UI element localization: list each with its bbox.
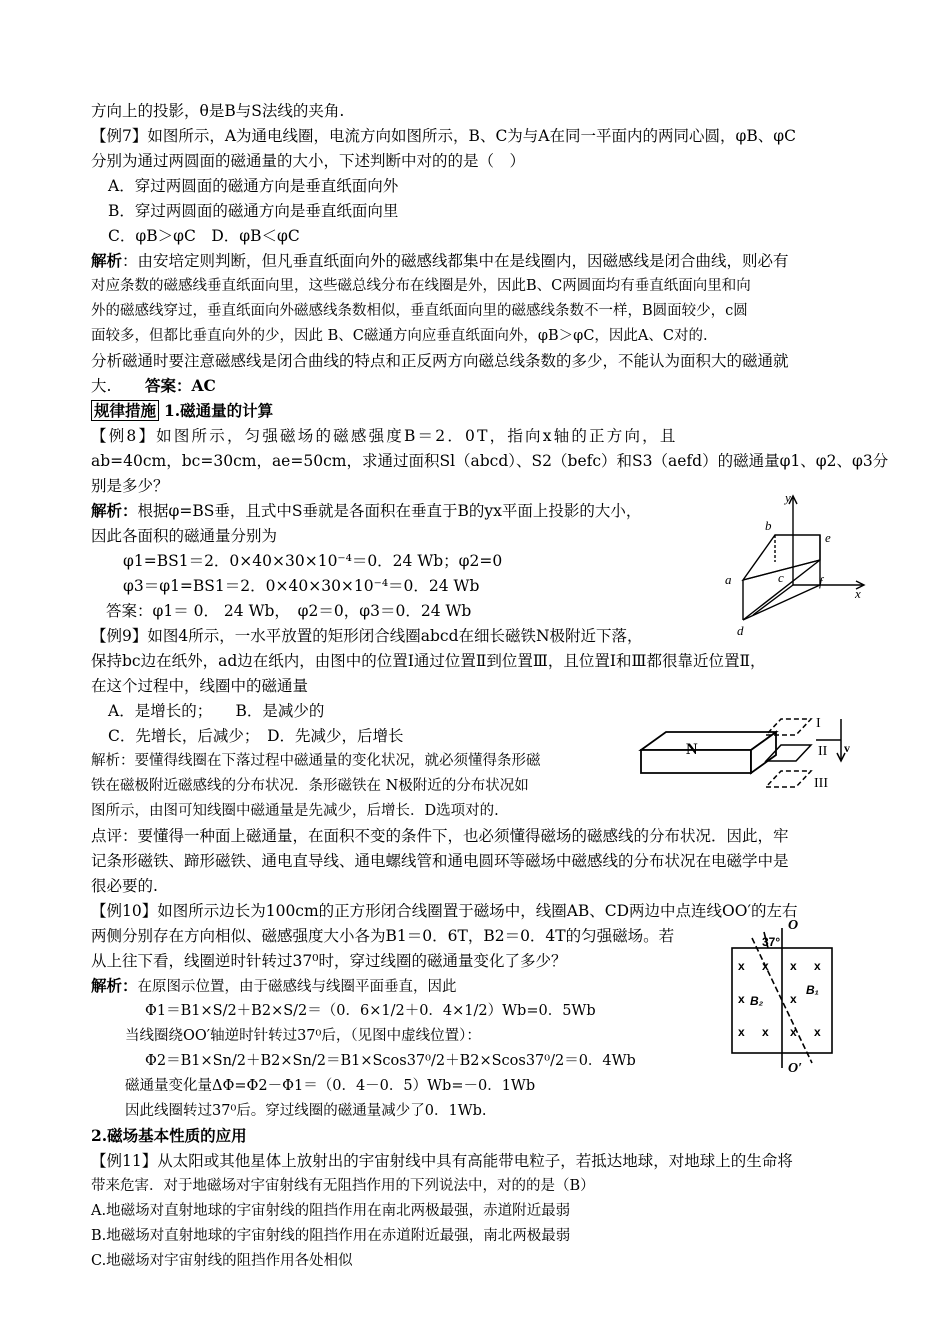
text-line: 面较多，但都比垂直向外的少，因此 B、C磁通方向应垂直纸面向外，φB＞φC，因此A、C对的. [91,328,708,344]
analysis-line: 解析：由安培定则判断，但凡垂直纸面向外的磁感线都集中在是线圈内，因磁感线是闭合曲线，则必有 [91,251,789,270]
option-b: B.地磁场对直射地球的宇宙射线的阻挡作用在赤道附近最强，南北两极最弱 [91,1228,571,1244]
option-a: A．穿过两圆面的磁通方向是垂直纸面向外 [108,177,399,195]
text-line: 别是多少？ [91,477,169,495]
text-line: 带来危害．对于地磁场对宇宙射线有无阻挡作用的下列说法中，对的的是（B） [91,1178,595,1194]
point-c-label: c [778,570,784,585]
analysis-label: 解析 [91,251,123,270]
option-ab: A．是增长的； B．是减少的 [108,702,325,720]
analysis-text: 在原图示位置，由于磁感线与线圈平面垂直，因此 [137,979,457,995]
example-11-question: 【例11】从太阳或其他星体上放射出的宇宙射线中具有高能带电粒子，若抵达地球，对地球上的生命将 [91,1152,793,1170]
field-x-mark: x [814,1025,821,1039]
field-x-mark: x [738,959,745,973]
field-x-mark: x [738,1025,745,1039]
axis-x-label: x [855,586,861,601]
field-b2-label: B₂ [750,994,764,1008]
text-line: 外的磁感线穿过，垂直纸面向外磁感线条数相似，垂直纸面向里的磁感线条数不一样，B圆面较少，c圆 [91,303,748,319]
analysis-line [91,976,457,997]
section-title: 1.磁通量的计算 [163,401,274,420]
example-10-figure [722,918,842,1073]
text-line: 记条形磁铁、蹄形磁铁、通电直导线、通电螺线管和通电圆环等磁场中磁感线的分布状况在电磁学中是 [91,852,789,870]
example-8-question: 【例8】如图所示，匀强磁场的磁感强度B＝2．0T，指向x轴的正方向，且 [91,427,678,445]
point-a-label: a [725,572,732,587]
text-line: 解析：要懂得线圈在下落过程中磁通量的变化状况，就必须懂得条形磁 [91,753,541,769]
text-line: 分析磁通时要注意磁感线是闭合曲线的特点和正反两方向磁总线条数的多少，不能认为面积大的磁通就 [91,352,789,370]
formula-line: 磁通量变化量ΔΦ=Φ2－Φ1＝（0．4－0．5）Wb=－0．1Wb [125,1078,536,1094]
text-line: 当线圈绕OO′轴逆时针转过37⁰后，（见图中虚线位置）： [125,1028,481,1044]
text-line: 大. [91,377,112,395]
option-c: C.地磁场对宇宙射线的阻挡作用各处相似 [91,1253,353,1269]
option-cd: C．φB＞φC D．φB＜φC [108,227,300,245]
example-7-question: 【例7】如图所示，A为通电线圈，电流方向如图所示，B、C为与A在同一平面内的两同心圆，φB、φC [91,127,796,145]
point-b-label: b [765,518,772,533]
axis-y-label: y [785,490,791,505]
section-title: 2.磁场基本性质的应用 [91,1126,247,1145]
text-line: 对应条数的磁感线垂直纸面向里，这些磁总线分布在线圈是外，因此B、C两圆面均有垂直纸面向里和向 [91,278,751,294]
text-line: 从上往下看，线圈逆时针转过37⁰时，穿过线圈的磁通量变化了多少？ [91,952,567,970]
angle-label: 37° [762,935,781,949]
comment-line: 点评：要懂得一种面上磁通量，在面积不变的条件下，也必须懂得磁场的磁感线的分布状况．因此，牢 [91,827,789,845]
option-cd: C．先增长，后减少； D．先减少，后增长 [108,727,404,745]
example-8-figure [715,490,870,640]
position-i-label: I [816,716,821,731]
answer-text: 答案：AC [145,376,216,395]
field-x-mark: x [814,959,821,973]
field-b1-label: B₁ [806,983,819,997]
analysis-label: 解析： [91,501,138,520]
formula-line: Φ2＝B1×Sn/2＋B2×Sn/2＝B1×Scos37⁰/2＋B2×Scos37⁰/2＝0．4Wb [145,1053,636,1069]
text-line: 很必要的. [91,877,158,895]
section-heading [91,401,273,421]
field-x-mark: x [790,992,797,1006]
field-x-mark: x [790,959,797,973]
field-x-mark: x [790,1025,797,1039]
text-line: 两侧分别存在方向相似、磁感强度大小各为B1＝0．6T，B2＝0．4T的匀强磁场。若 [91,927,675,945]
option-a: A.地磁场对直射地球的宇宙射线的阻挡作用在南北两极最强，赤道附近最弱 [91,1203,571,1219]
velocity-v-label: v [844,741,850,755]
field-x-mark: x [762,959,769,973]
formula-line: φ1=BS1＝2．0×40×30×10⁻⁴＝0．24 Wb；φ2=0 [123,552,503,570]
axis-o-bottom-label: O′ [788,1061,803,1073]
text-line: 在这个过程中，线圈中的磁通量 [91,677,309,695]
position-iii-label: III [814,776,828,791]
analysis-label: 解析： [91,976,138,995]
example-9-figure [636,705,851,805]
analysis-text: 由安培定则判断，但凡垂直纸面向外的磁感线都集中在是线圈内，因磁感线是闭合曲线，则必有 [137,252,789,270]
example-9-question: 【例9】如图4所示，一水平放置的矩形闭合线圈abcd在细长磁铁N极附近下落， [91,627,643,645]
text-line: 因此各面积的磁通量分别为 [91,527,278,545]
position-ii-label: II [818,744,828,759]
text-line: 因此线圈转过37⁰后。穿过线圈的磁通量减少了0．1Wb. [125,1103,487,1119]
text-line: 铁在磁极附近磁感线的分布状况．条形磁铁在 N极附近的分布状况如 [91,778,529,794]
example-10-question: 【例10】如图所示边长为100cm的正方形闭合线圈置于磁场中，线圈AB、CD两边中点连线OO′的左右 [91,902,798,920]
answer-line: 答案：φ1＝ 0． 24 Wb， φ2＝0，φ3＝0．24 Wb [106,602,472,620]
magnet-n-label: N [686,741,698,758]
analysis-text: 根据φ=BS垂，且式中S垂就是各面积在垂直于B的yx平面上投影的大小， [137,502,642,520]
formula-line: Φ1＝B1×S/2＋B2×S/2＝（0．6×1/2＋0．4×1/2）Wb=0．5Wb [145,1003,596,1019]
point-d-label: d [737,623,744,638]
point-f-label: f [819,574,823,589]
method-tag: 规律措施 [91,400,159,421]
text-line: 分别为通过两圆面的磁通量的大小，下述判断中对的的是（ ） [91,152,526,170]
formula-line: φ3＝φ1=BS1＝2．0×40×30×10⁻⁴＝0．24 Wb [123,577,480,595]
option-b: B．穿过两圆面的磁通方向是垂直纸面向里 [108,202,399,220]
field-x-mark: x [738,992,745,1006]
point-e-label: e [825,530,831,545]
text-line: 图所示，由图可知线圈中磁通量是先减少，后增长．D选项对的. [91,803,499,819]
analysis-line [91,501,641,521]
axis-o-top-label: O [788,918,799,933]
text-line: ab=40cm，bc=30cm，ae=50cm，求通过面积Sl（abcd）、S2（befc）和S3（aefd）的磁通量φ1、φ2、φ3分 [91,452,889,470]
text-line: 保持bc边在纸外，ad边在纸内，由图中的位置Ⅰ通过位置Ⅱ到位置Ⅲ，且位置Ⅰ和Ⅲ都很靠近位置Ⅱ， [91,652,766,670]
field-x-mark: x [762,1025,769,1039]
text-line: 方向上的投影，θ是B与S法线的夹角. [91,102,345,120]
